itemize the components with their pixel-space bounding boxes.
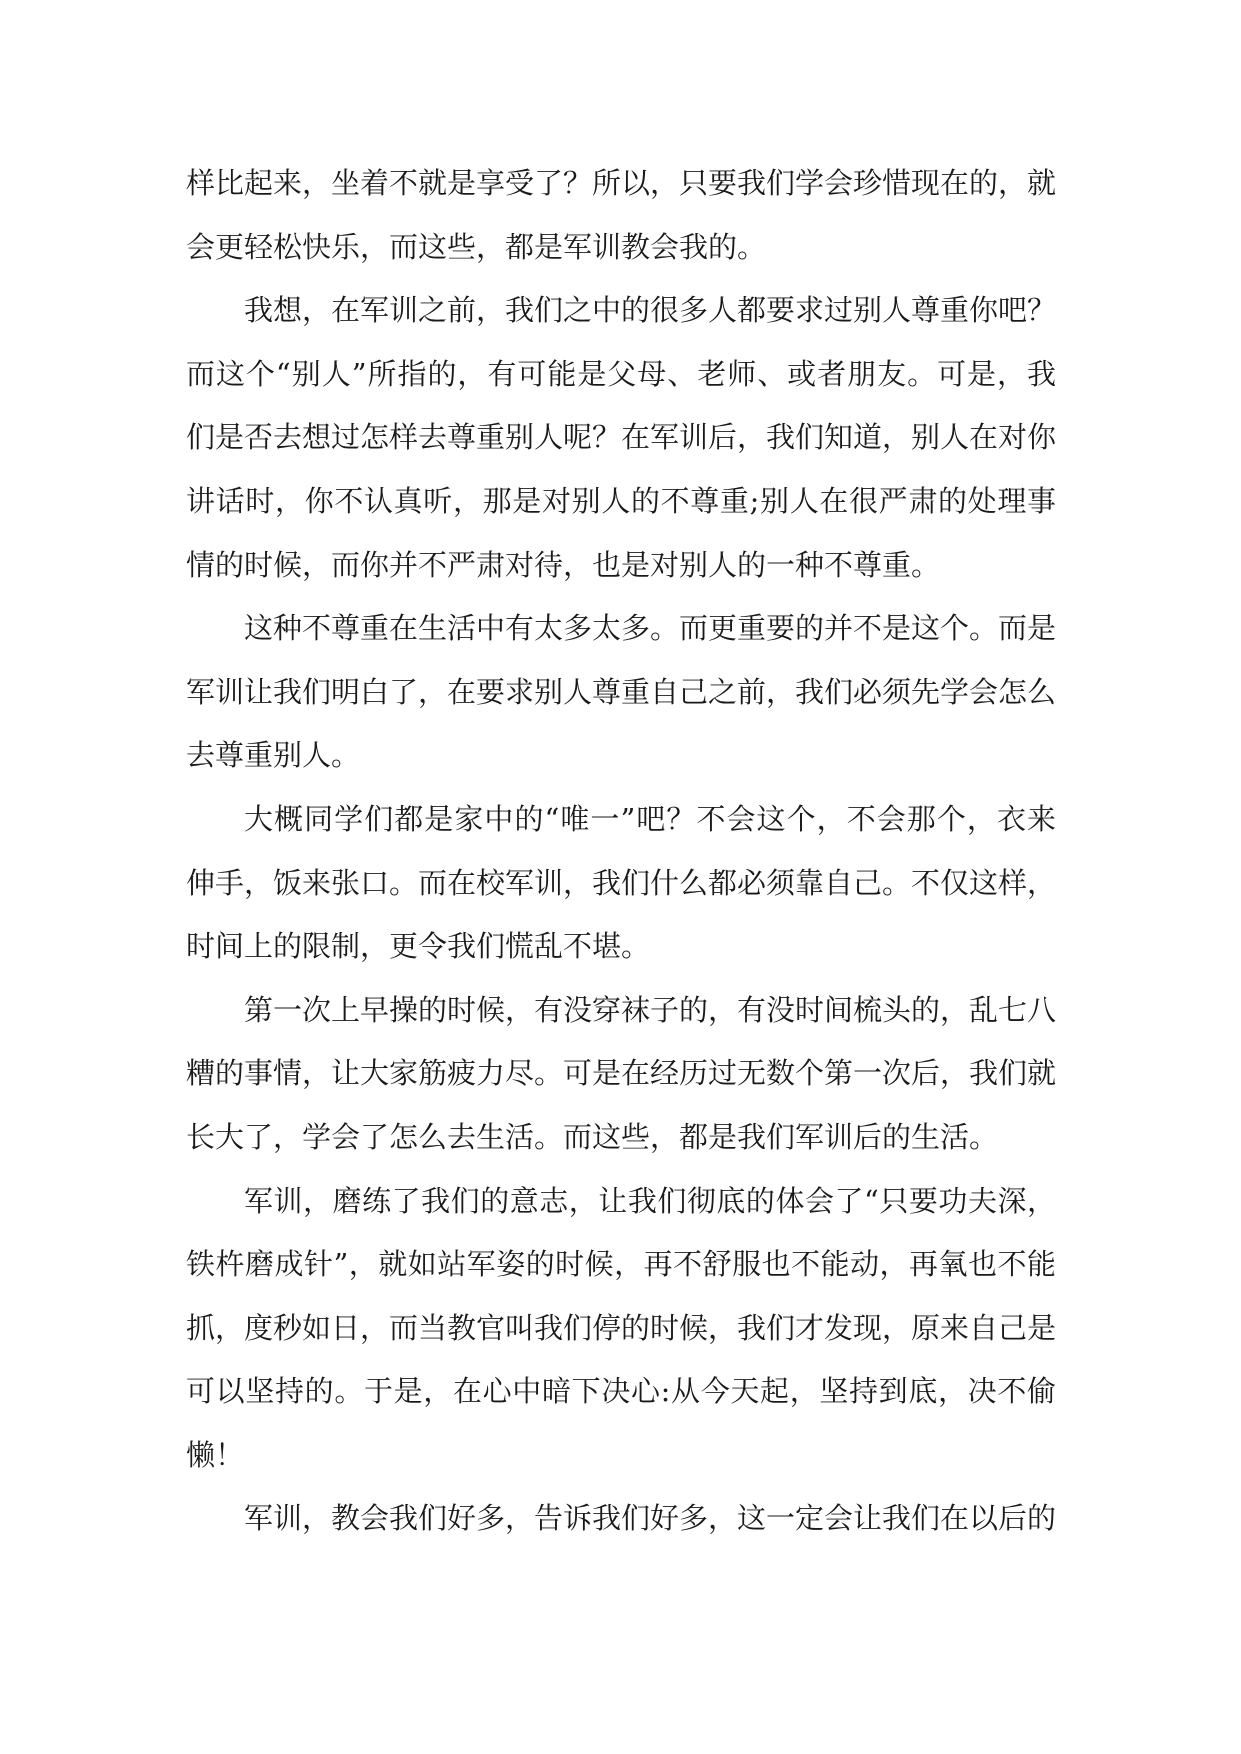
text-line: 会更轻松快乐，而这些，都是军训教会我的。 [186,229,767,264]
text-line: 情的时候，而你并不严肃对待，也是对别人的一种不尊重。 [186,547,941,582]
text-line: 伸手，饭来张口。而在校军训，我们什么都必须靠自己。不仅这样， [186,865,1057,900]
text-line: 大概同学们都是家中的“唯一”吧？不会这个，不会那个，衣来 [244,801,1056,836]
paragraph [186,1170,1056,1488]
text-line: 讲话时，你不认真听，那是对别人的不尊重;别人在很严肃的处理事 [186,483,1056,518]
text-line: 们是否去想过怎样去尊重别人呢？在军训后，我们知道，别人在对你 [186,420,1057,455]
text-line: 长大了，学会了怎么去生活。而这些，都是我们军训后的生活。 [186,1119,999,1154]
paragraph [186,979,1056,1170]
text-line: 抓，度秒如日，而当教官叫我们停的时候，我们才发现，原来自己是 [186,1310,1057,1345]
text-line: 我想，在军训之前，我们之中的很多人都要求过别人尊重你吧？ [244,293,1057,328]
text-line: 军训让我们明白了，在要求别人尊重自己之前，我们必须先学会怎么 [186,674,1057,709]
text-line: 去尊重别人。 [186,738,361,773]
text-line: 第一次上早操的时候，有没穿袜子的，有没时间梳头的，乱七八 [244,992,1057,1027]
text-line: 这种不尊重在生活中有太多太多。而更重要的并不是这个。而是 [244,611,1057,646]
text-line: 军训，磨练了我们的意志，让我们彻底的体会了“只要功夫深， [244,1183,1056,1218]
text-line: 而这个“别人”所指的，有可能是父母、老师、或者朋友。可是，我 [186,356,1056,391]
text-line: 铁杵磨成针”，就如站军姿的时候，再不舒服也不能动，再氧也不能 [186,1247,1056,1282]
paragraph [186,1487,1056,1551]
text-line: 时间上的限制，更令我们慌乱不堪。 [186,929,651,964]
paragraph [186,788,1056,979]
paragraph [186,597,1056,788]
text-line: 懒！ [186,1437,245,1472]
text-line: 样比起来，坐着不就是享受了？所以，只要我们学会珍惜现在的，就 [186,166,1057,200]
document-body [186,152,1056,1551]
text-line: 可以坚持的。于是，在心中暗下决心:从今天起，坚持到底，决不偷 [186,1374,1056,1409]
paragraph [186,152,1056,279]
text-line: 糟的事情，让大家筋疲力尽。可是在经历过无数个第一次后，我们就 [186,1056,1057,1091]
paragraph [186,279,1056,597]
text-line: 军训，教会我们好多，告诉我们好多，这一定会让我们在以后的 [244,1501,1057,1536]
